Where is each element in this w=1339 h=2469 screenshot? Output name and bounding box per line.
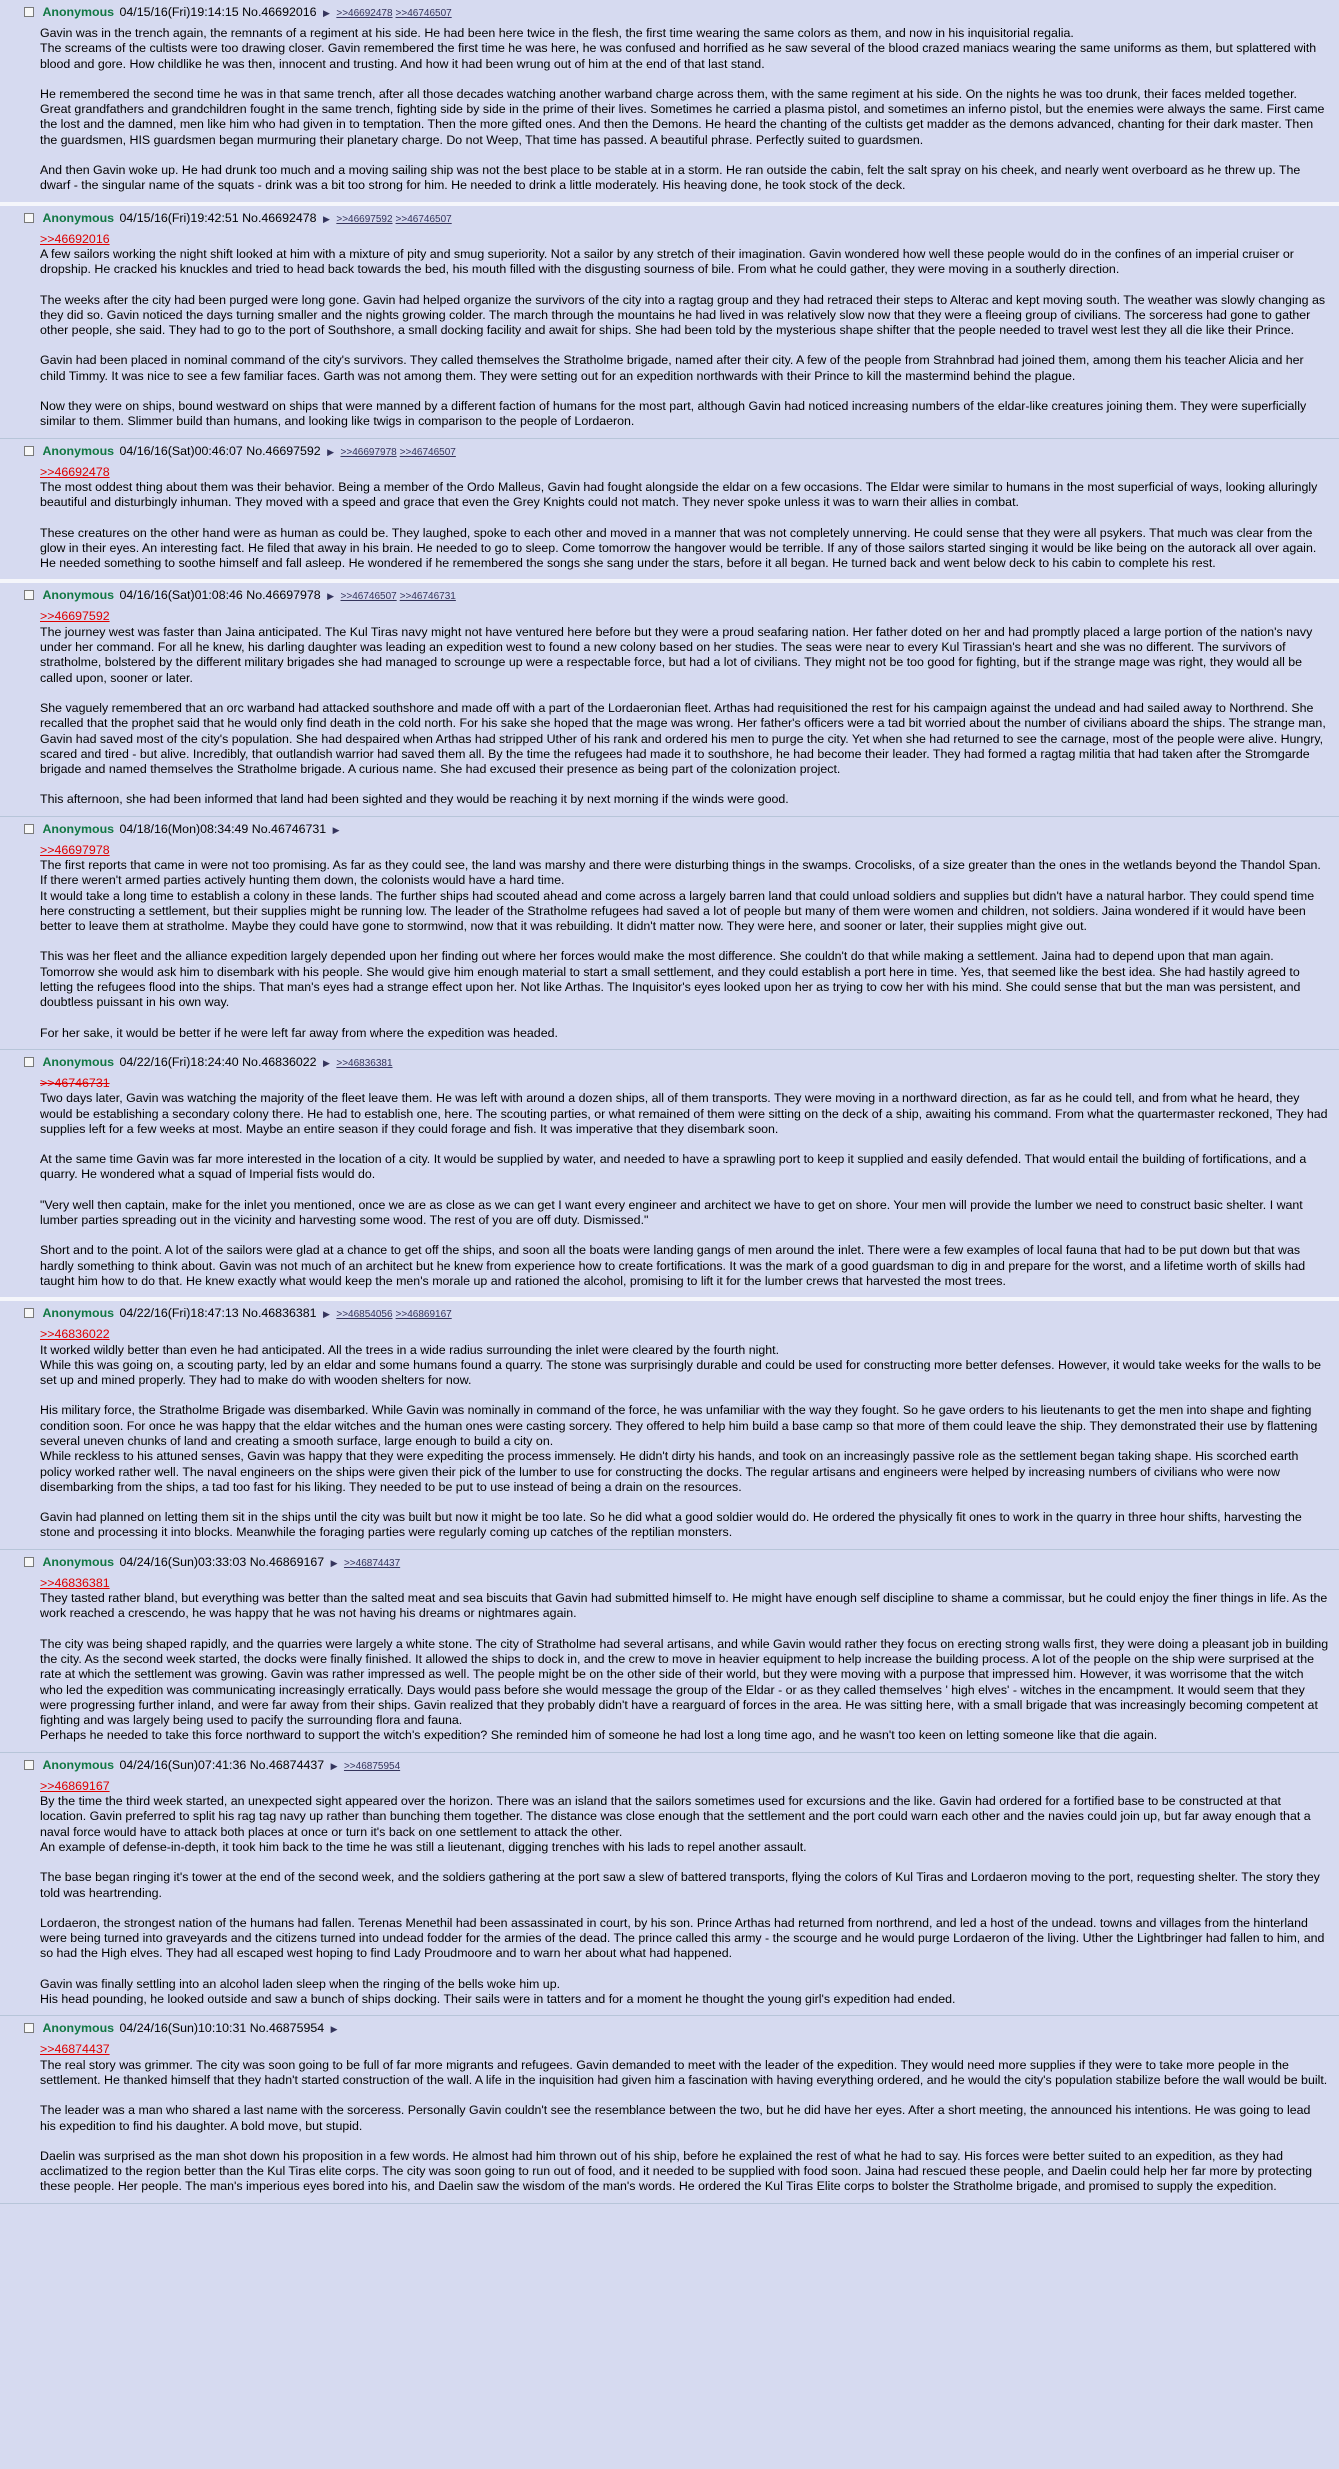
post-number[interactable]: No.46836022 bbox=[242, 1054, 317, 1069]
post-body bbox=[40, 1779, 1329, 2008]
post-info bbox=[24, 1554, 1329, 1571]
backlinks bbox=[341, 588, 459, 602]
poster-name: Anonymous bbox=[42, 588, 115, 603]
post bbox=[0, 583, 1339, 816]
post bbox=[0, 206, 1339, 439]
post-number[interactable]: No.46697592 bbox=[246, 443, 321, 458]
backlinks bbox=[344, 1555, 403, 1569]
backlink[interactable]: >>46697592 bbox=[336, 213, 393, 225]
backlink[interactable]: >>46697978 bbox=[340, 446, 397, 458]
post-body bbox=[40, 1076, 1329, 1289]
post bbox=[0, 1301, 1339, 1550]
post-paragraph: The first reports that came in were not too promising. As far as they could see, the land was marshy and there were disturbing things in the swamps. Crocolisks, of a size greater than the ones in the wetlands beyond the Thandol Span. If there weren't armed parties actively hunting them down, the colonists would have a hard time. It would take a long time to establish a colony in these lands. The further ships had scouted ahead and come across a largely barren land that could unload soldiers and supplies but didn't have a natural harbor. They could spend time here constructing a settlement, but their supplies might be running low. The leader of the Stratholme refugees had saved a lot of people but many of them were women and children, not soldiers. Jaina wondered if it would have been better to leave them at stratholme. Maybe they could have gone to stormwind, now that it was rebuilding. It didn't matter now. They were here, and sooner or later, their supplies might give out. bbox=[40, 857, 1321, 934]
post-paragraph: By the time the third week started, an unexpected sight appeared over the horizon. There was an island that the sailors sometimes used for excursions and the like. Gavin had ordered for a fortified base to be constructed at that location. Gavin preferred to split his rag tag navy up rather than bunching them together. The distance was close enough that the settlement and the port could warn each other and the navies could join up, but far away enough that a naval force would have to attack both places at once or turn it's back on one settlement to attack the other. An example of defense-in-depth, it took him back to the time he was still a lieutenant, digging trenches with his lads to repel another assault. bbox=[40, 1794, 1311, 1854]
post-checkbox[interactable] bbox=[24, 213, 34, 223]
post-number[interactable]: No.46692478 bbox=[242, 210, 317, 225]
poster-name: Anonymous bbox=[42, 821, 115, 836]
post-paragraph: These creatures on the other hand were as human as could be. They laughed, spoke to each other and moved in a manner that was not completely unnerving. He could sense that they were all psykers. That much was clear from the glow in their eyes. An interesting fact. He filed that away in his brain. He needed to go to sleep. Come tomorrow the hangover would be terrible. If any of those sailors started singing it would be like being on the autorack all over again. He needed something to soothe himself and fall asleep. He wondered if he remembered the songs she sang under the stars, before it all began. He turned back and went below deck to his cabin to complete his rest. bbox=[40, 525, 1317, 571]
post-datetime: 04/24/16(Sun)10:10:31 bbox=[119, 2021, 250, 2036]
quote-link[interactable]: >>46836022 bbox=[40, 1327, 110, 1342]
post-paragraph: Gavin had planned on letting them sit in the ships until the city was built but now it might be too late. So he did what a good soldier would do. He ordered the physically fit ones to work in the quarry in three hour shifts, harvesting the stone and processing it into blocks. Meanwhile the foraging parties were regularly coming up catches of the reptilian monsters. bbox=[40, 1510, 1302, 1540]
post-paragraph: This was her fleet and the alliance expedition largely depended upon her finding out where her forces would make the most difference. She couldn't do that while making a settlement. Jaina had to depend upon that man again. Tomorrow she would ask him to disembark with his people. She would give him enough material to start a small settlement, and they could establish a port here in time. Yes, that seemed like the best idea. She had hastily agreed to letting the refugees flood into the ships. That man's eyes had a strange effect upon her. Not like Arthas. The Inquisitor's eyes looked upon her as trying to cow her with his mind. She could sense that but the man was persistent, and doubtless puissant in his own way. bbox=[40, 949, 1301, 1010]
post-paragraph: It worked wildly better than even he had anticipated. All the trees in a wide radius surrounding the inlet were cleared by the fourth night. While this was going on, a scouting party, led by an eldar and some humans found a quarry. The stone was surprisingly durable and could be used for constructing more better defenses. However, it would take weeks for the walls to be set up and mined properly. They had to make do with wooden shelters for now. bbox=[40, 1342, 1322, 1388]
post-menu-arrow-icon[interactable]: ▶ bbox=[327, 591, 335, 602]
post-number[interactable]: No.46875954 bbox=[249, 2021, 325, 2036]
post-paragraph: The most oddest thing about them was their behavior. Being a member of the Ordo Malleus, Gavin had fought alongside the eldar on a few occasions. The Eldar were similar to humans in the most superficial of ways, looking alluringly beautiful and disturbingly inhuman. They moved with a speed and grace that even the Grey Knights could not match. They never spoke unless it was to warn their allies in combat. bbox=[40, 479, 1318, 510]
post-paragraph: The journey west was faster than Jaina anticipated. The Kul Tiras navy might not have ventured here before but they were a proud seafaring nation. Her father doted on her and had promptly placed a large portion of the nation's navy under her command. For all he knew, his darling daughter was leading an expedition west to found a new colony based on her studies. The seas were near to every Kul Tirassian's heart and she was no different. The survivors of stratholme, bolstered by the different military brigades she had managed to scrounge up were a respectable force, but had a lot of civilians. They might not be too good for fighting, but if the strange mage was right, they would all be called upon, sooner or later. bbox=[40, 624, 1313, 685]
post-body bbox=[40, 232, 1329, 430]
backlink[interactable]: >>46746507 bbox=[395, 213, 452, 225]
post-checkbox[interactable] bbox=[24, 1760, 34, 1770]
post bbox=[0, 439, 1339, 584]
backlinks bbox=[336, 1055, 395, 1069]
post-checkbox[interactable] bbox=[24, 1557, 34, 1567]
post-checkbox[interactable] bbox=[24, 2023, 34, 2033]
post-menu-arrow-icon[interactable]: ▶ bbox=[322, 1309, 330, 1320]
backlink[interactable]: >>46836381 bbox=[336, 1057, 393, 1069]
post-menu-arrow-icon[interactable]: ▶ bbox=[322, 1057, 330, 1068]
poster-name: Anonymous bbox=[42, 1306, 115, 1321]
post-info bbox=[24, 821, 1329, 838]
backlink[interactable]: >>46692478 bbox=[336, 8, 393, 19]
post-paragraph: She vaguely remembered that an orc warband had attacked southshore and made off with a part of the Lordaeronian fleet. Arthas had requisitioned the rest for his campaign against the undead and had sailed away to Northrend. She recalled that the prophet said that he would only find death in the cold north. For his sake she hoped that the mage was wrong. Her father's officers were a tad bit worried about the number of civilians aboard the ships. The strange man, Gavin had saved most of the city's population. She had despaired when Arthas had stripped Uther of his rank and ordered his men to purge the city. Yet when she had returned to see the carnage, most of the people were alive. Hungry, scared and tired - but alive. Incredibly, that outlandish warrior had saved them all. By the time the refugees had made it to southshore, he had become their leader. They had formed a ragtag militia that had taken after the Stromgarde brigade and named themselves the Stratholme brigade. A curious name. She had excused their presence as being part of the colonization project. bbox=[40, 700, 1326, 777]
post-paragraph: For her sake, it would be better if he were left far away from where the expedition was headed. bbox=[40, 1025, 558, 1040]
post-info bbox=[24, 1054, 1329, 1071]
post-paragraph: His military force, the Stratholme Brigade was disembarked. While Gavin was nominally in command of the force, he was unfamiliar with the way they fought. So he gave orders to his lieutenants to get the men into shape and fighting condition soon. For once he was happy that the eldar witches and the human ones were casting sorcery. They offered to help him build a base camp so that more of them could leave the ship. They demonstrated their use by flattening several uneven chunks of land and creating a smooth surface, large enough to build a city on. While reckless to his attuned senses, Gavin was happy that they were expediting the process immensely. He didn't dirty his hands, and took on an increasingly passive role as the settlement began taking shape. His scorched earth policy worked rather well. The naval engineers on the ships were given their pick of the lumber to use for constructing the docks. The regular artisans and engineers were helped by increasing numbers of civilians who were now disembarking from the ships, a tad too fast for his liking. They needed to be put to use instead of being a drain on the resources. bbox=[40, 1403, 1318, 1494]
post bbox=[0, 1753, 1339, 2017]
post-datetime: 04/15/16(Fri)19:14:15 bbox=[119, 5, 243, 19]
post-checkbox[interactable] bbox=[24, 1057, 34, 1067]
post-paragraph: Gavin was in the trench again, the remnants of a regiment at his side. He had been here twice in the flesh, the first time wearing the same colors as them, and now in his inquisitorial regalia. The screams of the cultists were too drawing closer. Gavin remembered the first time he was here, he was confused and horrified as he saw several of the blood crazed maniacs wearing the same uniforms as them, but splattered with blood and gore. How childlike he was then, innocent and trusting. And how it had been wrung out of him at the end of that last stand. bbox=[40, 26, 1317, 71]
post-body bbox=[40, 843, 1329, 1041]
backlink[interactable]: >>46869167 bbox=[395, 1309, 452, 1321]
poster-name: Anonymous bbox=[42, 210, 115, 225]
post-checkbox[interactable] bbox=[24, 1308, 34, 1318]
post-body bbox=[40, 2042, 1329, 2194]
post-paragraph: The weeks after the city had been purged were long gone. Gavin had helped organize the survivors of the city into a ragtag group and they had retraced their steps to Alterac and kept moving south. The weather was slowly changing as they did so. Gavin noticed the days turning smaller and the nights growing colder. The march through the mountains he had lived in was relatively slow now that they were a fleeing group of civilians. The sorceress had gone to gather other people, she said. They had to go to the port of Southshore, a small docking facility and await for ships. She had been told by the mysterious shape shifter that the people needed to travel west lest they all die like their Prince. bbox=[40, 292, 1326, 338]
backlinks bbox=[336, 5, 454, 19]
post bbox=[0, 0, 1339, 206]
post-datetime: 04/16/16(Sat)01:08:46 bbox=[119, 588, 247, 603]
post-paragraph: Gavin was finally settling into an alcohol laden sleep when the ringing of the bells woke him up. His head pounding, he looked outside and saw a bunch of ships docking. Their sails were in tatters and for a moment he thought the young girl's expedition had ended. bbox=[40, 1976, 956, 2007]
post-number[interactable]: No.46836381 bbox=[242, 1306, 317, 1321]
post-datetime: 04/24/16(Sun)07:41:36 bbox=[119, 1757, 250, 1772]
post-body bbox=[40, 1576, 1329, 1744]
post-paragraph: The base began ringing it's tower at the end of the second week, and the soldiers gathering at the port saw a slew of battered transports, flying the colors of Kul Tiras and Lordaeron moving to the port, requesting shelter. The story they told was heartrending. bbox=[40, 1870, 1320, 1900]
quote-link[interactable]: >>46697592 bbox=[40, 609, 110, 624]
post-body bbox=[40, 609, 1329, 807]
quote-link[interactable]: >>46869167 bbox=[40, 1778, 110, 1793]
poster-name: Anonymous bbox=[42, 1757, 115, 1772]
post-number[interactable]: No.46869167 bbox=[249, 1554, 325, 1569]
post-number[interactable]: No.46874437 bbox=[249, 1757, 325, 1772]
backlinks bbox=[341, 444, 459, 458]
post-body bbox=[40, 26, 1329, 194]
post-paragraph: Gavin had been placed in nominal command of the city's survivors. They called themselves the Stratholme brigade, named after their city. A few of the people from Strahnbrad had joined them, among them his teacher Alicia and her child Timmy. It was nice to see a few familiar faces. Garth was not among them. They were setting out for an expedition northwards with their Prince to kill the mastermind behind the plague. bbox=[40, 353, 1304, 383]
poster-name: Anonymous bbox=[42, 1554, 115, 1569]
backlinks bbox=[344, 1758, 403, 1772]
backlink[interactable]: >>46746731 bbox=[399, 591, 456, 603]
post bbox=[0, 1050, 1339, 1301]
post-paragraph: The city was being shaped rapidly, and the quarries were largely a white stone. The city of Stratholme had several artisans, and while Gavin would rather they focus on erecting strong walls first, they were doing a pleasant job in building the city. As the second week started, the docks were finally finished. It allowed the ships to dock in, and the crew to move in heavier equipment to help increase the building process. A lot of the people on the ship were surprised at the rate at which the settlement was growing. Gavin was rather impressed as well. The people might be on the other side of their world, but they were moving with a purpose that impressed him. However, it was worrisome that the witch who led the expedition was communicating increasingly erratically. Days would pass before she would message the group of the Eldar - or as they called themselves ' high elves' - witches in the encampment. It would seem that they were progressing further inland, and were far away from their ships. Gavin realized that they probably didn't have a rearguard of forces in the area. He was sitting here, with a small brigade that was increasingly becoming competent at fighting and was largely being used to pacify the surrounding flora and fauna. Perhaps he needed to take this force northward to support the witch's expedition? She reminded him of someone he had lost a long time ago, and he wasn't too keen on letting someone like that die again. bbox=[40, 1636, 1329, 1743]
post-paragraph: He remembered the second time he was in that same trench, after all those decades watching another warband charge across them, with the same regiment at his side. On the nights he was too drunk, their faces melded together. Great grandfathers and grandchildren fought in the same trench, fighting side by side in the prime of their lives. Sometimes he carried a plasma pistol, and sometimes an inferno pistol, but the enemies were always the same. First came the lost and the damned, men like him who had given in to temptation. Then the more gifted ones. And then the Demons. He heard the chanting of the cultists get madder as the demons advanced, chanting for their dark master. Then the guardsmen, HIS guardsmen began murmuring their planetary charge. Do not Weep, That time has passed. A beautiful phrase. Perfectly suited to guardsmen. bbox=[40, 86, 1325, 147]
post-paragraph: This afternoon, she had been informed that land had been sighted and they would be reaching it by next morning if the winds were good. bbox=[40, 792, 789, 807]
post-paragraph: They tasted rather bland, but everything was better than the salted meat and sea biscuits that Gavin had submitted himself to. He might have enough self discipline to shame a commissar, but he could enjoy the finer things in life. As the work reached a crescendo, he was happy that he was not having his dreams or nightmares again. bbox=[40, 1591, 1328, 1621]
post-paragraph: "Very well then captain, make for the inlet you mentioned, once we are as close as we can get I want every engineer and architect we have to get on shore. Your men will provide the lumber we need to construct basic shelter. I want lumber parties spreading out in the vicinity and harvesting some wood. The rest of you are off duty. Dismissed." bbox=[40, 1197, 1303, 1228]
post-paragraph: And then Gavin woke up. He had drunk too much and a moving sailing ship was not the best place to be stable at in a storm. He ran outside the cabin, felt the salt spray on his cheek, and nearly went overboard as he threw up. The dwarf - the singular name of the squats - drink was a bit too strong for him. He needed to drink a little moderately. His heaving done, he took stock of the deck. bbox=[40, 163, 1301, 193]
post-datetime: 04/15/16(Fri)19:42:51 bbox=[119, 210, 243, 225]
post-info bbox=[24, 4, 1329, 21]
post-checkbox[interactable] bbox=[24, 446, 34, 456]
post-paragraph: The real story was grimmer. The city was soon going to be full of far more migrants and refugees. Gavin demanded to meet with the leader of the expedition. They would need more supplies if they were to take more people in the settlement. He thanked himself that they hadn't started construction of the wall. A life in the inquisition had given him a fascination with having everything ordered, and he would the city's population stabilize before the wall would be built. bbox=[40, 2057, 1328, 2087]
post-info bbox=[24, 210, 1329, 227]
post-paragraph: At the same time Gavin was far more interested in the location of a city. It would be supplied by water, and needed to have a sprawling port to keep it supplied and easily defended. That would entail the building of fortifications, and a quarry. He wondered what a squad of Imperial fists would do. bbox=[40, 1152, 1307, 1182]
post-menu-arrow-icon[interactable]: ▶ bbox=[330, 1557, 338, 1568]
post-menu-arrow-icon[interactable]: ▶ bbox=[330, 2024, 338, 2035]
quote-link[interactable]: >>46697978 bbox=[40, 842, 110, 857]
poster-name: Anonymous bbox=[42, 1054, 115, 1069]
quote-link[interactable]: >>46746731 bbox=[40, 1075, 110, 1090]
post-paragraph: Daelin was surprised as the man shot down his proposition in a few words. He almost had him thrown out of his ship, before he explained the rest of what he had to say. His forces were better suited to an expedition, as they had acclimatized to the region better than the Kul Tiras elite corps. The city was soon going to run out of food, and it needed to be supplied with food soon. Jaina had rescued these people, and Daelin could help her far more by protecting these people. Her people. The man's imperious eyes bored into his, and Daelin saw the wisdom of the man's words. He ordered the Kul Tiras Elite corps to bolster the Stratholme brigade, and promised to supply the expedition. bbox=[40, 2148, 1312, 2194]
post-menu-arrow-icon[interactable]: ▶ bbox=[322, 213, 330, 224]
post-number[interactable]: No.46692016 bbox=[242, 5, 317, 19]
poster-name: Anonymous bbox=[42, 2021, 115, 2036]
post-info bbox=[24, 2020, 1329, 2037]
post-datetime: 04/22/16(Fri)18:47:13 bbox=[119, 1306, 243, 1321]
post-info bbox=[24, 587, 1329, 604]
post-menu-arrow-icon[interactable]: ▶ bbox=[322, 8, 330, 18]
post-info bbox=[24, 1305, 1329, 1322]
post-info bbox=[24, 1757, 1329, 1774]
post bbox=[0, 2016, 1339, 2203]
post bbox=[0, 817, 1339, 1050]
quote-link[interactable]: >>46692478 bbox=[40, 464, 110, 479]
backlink[interactable]: >>46854056 bbox=[336, 1309, 393, 1321]
quote-link[interactable]: >>46874437 bbox=[40, 2042, 110, 2057]
post-datetime: 04/24/16(Sun)03:33:03 bbox=[119, 1554, 250, 1569]
post-paragraph: Two days later, Gavin was watching the majority of the fleet leave them. He was left with around a dozen ships, all of them transports. They were moving in a northward direction, as far as he could tell, and from what he heard, they would be establishing a secondary colony there. He had to establish one, here. The scouting parties, or what remained of them were sitting on the deck of a ship, awaiting his command. From what the quartermaster reckoned, They had supplies left for a few weeks at most. Maybe an entire season if they could forage and fish. It was imperative that they disembark soon. bbox=[40, 1091, 1328, 1136]
backlink[interactable]: >>46875954 bbox=[343, 1760, 401, 1772]
poster-name: Anonymous bbox=[42, 443, 115, 458]
backlink[interactable]: >>46746507 bbox=[340, 591, 397, 603]
post-paragraph: A few sailors working the night shift looked at him with a mixture of pity and smug superiority. Not a sailor by any stretch of their imagination. Gavin wondered how well these people would do in the confines of an imperial cruiser or dropship. He cracked his knuckles and tried to head back towards the bed, his mouth filled with the disgusting sourness of bile. From what he could gather, they were moving in a southerly direction. bbox=[40, 246, 1294, 277]
backlinks bbox=[336, 211, 454, 225]
quote-link[interactable]: >>46836381 bbox=[40, 1575, 110, 1590]
post-menu-arrow-icon[interactable]: ▶ bbox=[330, 1760, 338, 1771]
post-checkbox[interactable] bbox=[24, 590, 34, 600]
post-checkbox[interactable] bbox=[24, 7, 34, 17]
post bbox=[0, 1550, 1339, 1753]
post-info bbox=[24, 443, 1329, 460]
backlink[interactable]: >>46874437 bbox=[343, 1557, 401, 1569]
post-paragraph: The leader was a man who shared a last name with the sorceress. Personally Gavin couldn't see the resemblance between the two, but he did have her eyes. After a short meeting, the announced his intentions. He was going to lead his expedition to find his daughter. A bold move, but stupid. bbox=[40, 2103, 1311, 2133]
post-paragraph: Short and to the point. A lot of the sailors were glad at a chance to get off the ships, and soon all the boats were landing gangs of men around the inlet. There were a few examples of local fauna that had to be put down but that was hardly something to think about. Gavin was not much of an architect but he knew from experience how to create fortifications. It was the mark of a good guardsman to dig in and prepare for the worst, and a lifetime worth of skills had taught him how to do that. He knew exactly what would keep the men's morale up and rationed the alcohol, promising to lift it for the lumber crews that harvested the most trees. bbox=[40, 1243, 1306, 1288]
quote-link[interactable]: >>46692016 bbox=[40, 231, 110, 246]
post-menu-arrow-icon[interactable]: ▶ bbox=[332, 824, 340, 835]
post-number[interactable]: No.46697978 bbox=[246, 588, 321, 603]
post-datetime: 04/16/16(Sat)00:46:07 bbox=[119, 443, 247, 458]
post-body bbox=[40, 465, 1329, 572]
post-datetime: 04/18/16(Mon)08:34:49 bbox=[119, 821, 252, 836]
post-paragraph: Now they were on ships, bound westward on ships that were manned by a different faction of humans for the most part, although Gavin had noticed increasing numbers of the eldar-like creatures joining them. They were superficially similar to them. Slimmer build than humans, and looking like twigs in comparison to the people of Lordaeron. bbox=[40, 399, 1307, 429]
post-body bbox=[40, 1327, 1329, 1541]
post-checkbox[interactable] bbox=[24, 824, 34, 834]
backlinks bbox=[336, 1306, 454, 1320]
backlink[interactable]: >>46746507 bbox=[399, 446, 456, 458]
post-paragraph: Lordaeron, the strongest nation of the humans had fallen. Terenas Menethil had been assassinated in court, by his son. Prince Arthas had returned from northrend, and led a host of the undead. towns and villages from the hinterland were being turned into graveyards and the citizens turned into undead fodder for the armies of the dead. The prince called this army - the scourge and he would purge Lordaeron of the living. Uther the Lightbringer had fallen to him, and so had the High elves. They had all escaped west hoping to find Lady Proudmoore and to warn her about what had happened. bbox=[40, 1915, 1325, 1961]
post-number[interactable]: No.46746731 bbox=[251, 821, 327, 836]
backlink[interactable]: >>46746507 bbox=[395, 8, 452, 19]
post-datetime: 04/22/16(Fri)18:24:40 bbox=[119, 1054, 243, 1069]
poster-name: Anonymous bbox=[42, 5, 115, 19]
post-menu-arrow-icon[interactable]: ▶ bbox=[327, 446, 335, 457]
